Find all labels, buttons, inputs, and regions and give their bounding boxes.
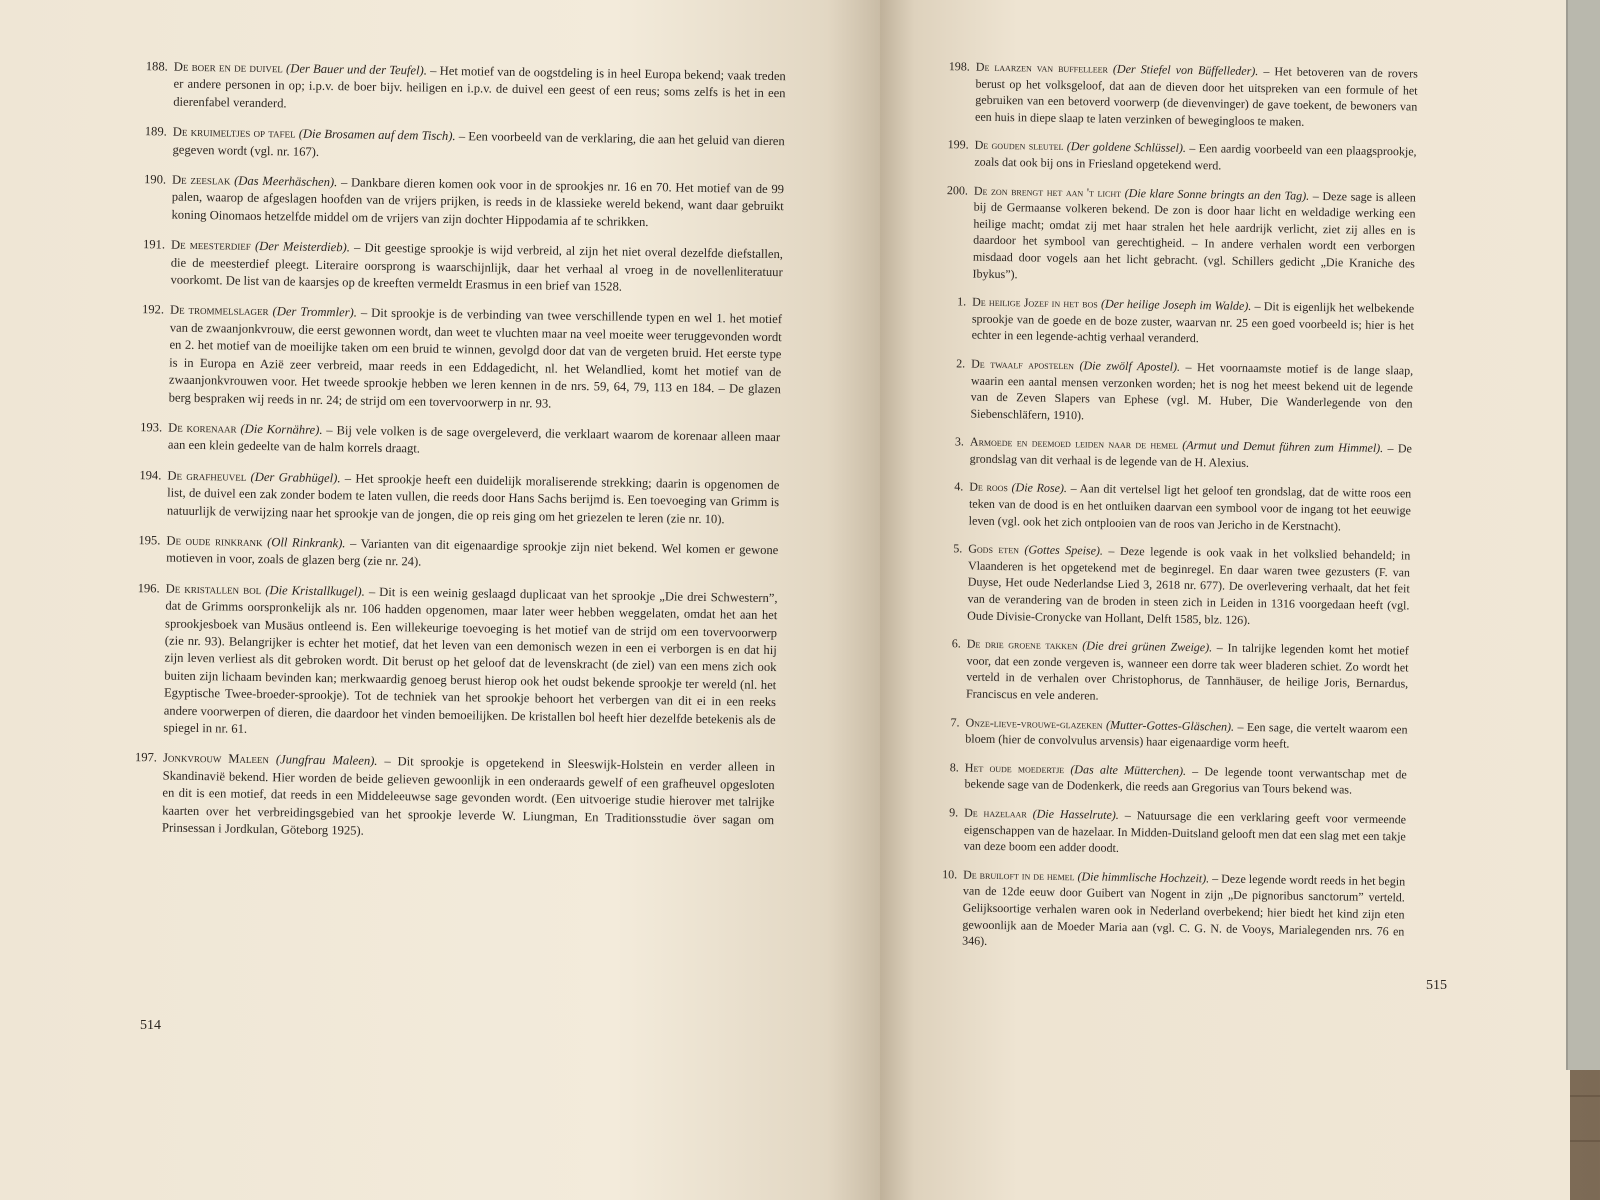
entry-body: – Varianten van dit eigenaardige sprookje zijn niet bekend. Wel komen er gewone motieven in voor, zoals de glazen berg (zie nr. 24). [166, 536, 779, 569]
entry-german-title: (Der heilige Joseph im Walde). [1100, 296, 1252, 314]
entry-german-title: (Die drei grünen Zweige). [1082, 638, 1213, 655]
entry [927, 714, 1407, 755]
entry [132, 236, 783, 298]
entry-body: – Aan dit vertelsel ligt het geloof ten grondslag, dat de witte roos een teken van de dood is en het ontluiken daarvan een symbool voor de ingang tot het eeuwige leven (vgl. ook het zich ontplooien van de roos van Jericho in de Kerstnacht). [968, 481, 1412, 534]
entry-body: – Deze legende wordt reeds in het begin van de 12de eeuw door Guibert van Nogent in zijn „De pignoribus sanctorum” verteld. Gelijksoortige verhalen waren ook in Nederland overbekend; hier biedt het kind zijn eten gewoonlijk aan de Moeder Maria aan (vgl. C. G. N. de Vooys, Marialegenden nrs. 76 en 346). [962, 871, 1406, 949]
entry-title: De oude rinkrank [166, 533, 263, 549]
entry-number: 8. [949, 760, 959, 775]
entry-number: 194. [139, 467, 162, 483]
entry-number: 7. [950, 714, 960, 730]
entry-number: 193. [140, 420, 163, 435]
entry-body: – De grondslag van dit verhaal is de legende van de H. Alexius. [969, 441, 1413, 470]
entry [924, 866, 1405, 956]
entry [928, 635, 1409, 709]
entry-title: De trommelslager [169, 303, 269, 319]
entry-german-title: (Der Stiefel von Büffelleder). [1112, 61, 1259, 79]
entry-number: 191. [142, 237, 166, 252]
entry-body: – Dit is een weinig geslaagd duplicaat van het sprookje „Die drei Schwestern”, dat de Grimms oorspronkelijk als nr. 106 hadden opgenomen, maar later weer hebben weggelaten, omdat het aan het sprookjesboek van Musäus ontleend is. Een willekeurige toevoeging is het motief van de strijd om een tovervoorwerp (zie nr. 93). Belangrijker is echter het motief, dat het leven van een demonisch wezen in een ei verborgen is en dat hij zijn leven verliest als dit gebroken wordt. Dit berust op het geloof dat de levenskracht (de ziel) van een mens zich ook buiten zijn lichaam bevinden kan; merkwaardig genoeg berust hierop ook het oudst bekende sprookje ter wereld (nl. het Egyptische Twee-broeder-sprookje). Tot de techniek van het sprookje behoort het verbergen van dit ei in een reeks andere voorwerpen of dieren, die daardoor het vinden bemoeilijken. De kristallen bol heeft hier dezelfde betekenis als de spiegel in nr. 61. [163, 584, 778, 736]
entry-german-title: (Jungfrau Maleen). [275, 752, 378, 769]
entry-text [963, 804, 1406, 861]
entry-text [167, 467, 780, 529]
entry-body: – Dit sprookje is opgetekend in Sleeswijk-Holstein en verder alleen in Skandinavië bekend. Hier worden de beide gelieven gewoonlijk in een onderaards gewelf of een grafheuvel opgesloten en dit is een motief, dat reeds in een Middeleeuwse sage gevonden wordt. (Een uitvoerige studie hierover met talrijke kaarten over het verbreidingsgebied van het sprookje leverde W. Liungman, En Traditionsstudie över sagan om Prinsessan i Jordkulan, Göteborg 1925). [161, 754, 776, 838]
entry [929, 540, 1410, 630]
entry-text [969, 479, 1412, 536]
entry-german-title: (Gottes Speise). [1024, 542, 1104, 558]
entry [129, 467, 780, 529]
left-entries [124, 58, 786, 860]
book-cover-edge [1566, 0, 1600, 1070]
entry-title: De bruiloft in de hemel [963, 867, 1075, 883]
entry-title: Armoede en deemoed leiden naar de hemel [969, 434, 1179, 453]
entry-german-title: (Die himmlische Hochzeit). [1077, 869, 1210, 886]
entry-number: 189. [144, 124, 167, 139]
entry-title: Onze-lieve-vrouwe-glazeken [965, 715, 1103, 732]
entry-german-title: (Die Kornähre). [240, 421, 323, 437]
entry [932, 355, 1413, 429]
entry [931, 478, 1412, 535]
entry-german-title: (Armut und Demut führen zum Himmel). [1182, 438, 1384, 456]
entry-title: De twaalf apostelen [971, 356, 1075, 373]
entry-number: 196. [137, 580, 160, 596]
page-number-left: 514 [140, 1018, 161, 1033]
entry-text [970, 355, 1413, 428]
entry-text [965, 714, 1407, 754]
entry-text [169, 302, 783, 416]
entry-german-title: (Der Bauer und der Teufel). [285, 61, 428, 78]
entry-body: – Dit sprookje is de verbinding van twee verschillende typen en wel 1. het motief van de zwaanjonkvrouw, die eerst gewonnen wordt, dan weet te vluchten maar na veel moeite weer teruggevonden wordt en 2. het motief van de moeilijke taken om een bruid te winnen, gevolgd door dat van de vergeten bruid. Het eerste type is in Europa en Azië zeer verbreid, maar reeds in een Eddagedicht, nl. het Welandlied, komt het motief van de zwaanjonkvrouwen voor. Het tweede sprookje hebben we leren kennen in de nrs. 59, 64, 79, 113 en 184. – De glazen berg bespraken wij reeds in nr. 24; de strijd om een tovervoorwerp in nr. 93. [168, 305, 783, 411]
entry-number: 10. [942, 866, 958, 882]
entry-body: – Een aardig voorbeeld van een plaagsprookje, zoals dat ook bij ons in Friesland opgetekend werd. [974, 141, 1417, 173]
entry [932, 433, 1412, 474]
entry-body: – Het betoveren van de rovers berust op het volksgeloof, dat aan de dieven door het uitspreken van een formule of het gebruiken van een betoverd voorwerp (de dievenvinger) de gave toekent, de bewoners van een huis in diepe slaap te laten verzinken of bewegingloos te maken. [974, 64, 1418, 129]
entry-text [171, 172, 784, 234]
entry-text [162, 750, 775, 847]
entry-body: – Deze sage is alleen bij de Germaanse volkeren bekend. De zon is door haar licht en weldadige werking een heilige macht; omdat zij met haar stralen het hele aardrijk verlicht, ziet zij alles en is daardoor het symbool van gerechtigheid. – In andere verhalen wordt een verborgen misdaad door vogels aan het licht gebracht. (vgl. Schillers gedicht „Die Kraniche des Ibykus”). [972, 188, 1416, 281]
entry-title: Gods eten [968, 541, 1020, 557]
entry-number: 195. [138, 533, 161, 548]
entry-body: – Het motief van de oogstdeling is in heel Europa bekend; vaak treden er andere personen in op; i.p.v. de boer bijv. heiligen en i.p.v. de duivel een geest of een reus; soms zelfs is het in een dierenfabel veranderd. [173, 63, 786, 111]
entry-text [972, 294, 1415, 351]
entry-number: 5. [953, 541, 963, 556]
entry [130, 419, 780, 464]
entry-text [966, 636, 1409, 709]
entry-title: De drie groene takken [966, 636, 1078, 653]
entry-body: – Bij vele volken is de sage overgeleverd, die verklaart waarom de korenaar alleen maar aan een klein gedeelte van de halm korrels draagt. [167, 422, 781, 456]
entry-body: – Een sage, die vertelt waarom een bloem (hier de convolvulus arvensis) haar eigenaardige vorm heeft. [965, 719, 1408, 751]
entry [133, 171, 784, 233]
entry [128, 532, 778, 577]
entry-body: – In talrijke legenden komt het motief voor, dat een zonde vergeven is, wanneer een dorre tak weer bladeren schiet. Zo wordt het verteld in de verhalen over Christophorus, de Tannhäuser, de heilige Joris, Bernardus, Franciscus en vele anderen. [965, 640, 1409, 703]
entry [934, 182, 1416, 289]
entry-german-title: (Die zwölf Apostel). [1079, 358, 1181, 374]
right-page [880, 0, 1570, 1200]
right-entries [924, 58, 1418, 968]
entry-text [974, 137, 1416, 177]
entry [134, 123, 784, 168]
entry-text [962, 866, 1405, 956]
entry-number: 200. [946, 182, 969, 198]
entry-text [970, 434, 1412, 474]
entry-title: Jonkvrouw Maleen [162, 750, 270, 767]
entry-number: 2. [956, 356, 966, 371]
entry-number: 192. [141, 302, 165, 317]
page-number-right: 515 [1426, 978, 1447, 993]
entry-text [975, 59, 1418, 132]
entry [926, 804, 1407, 861]
entry [135, 58, 786, 120]
entry-number: 188. [145, 59, 168, 74]
entry [936, 136, 1416, 177]
entry [934, 293, 1415, 350]
entry-title: De kruimeltjes op tafel [172, 124, 296, 141]
entry-title: De roos [969, 480, 1008, 495]
entry-body: – Een voorbeeld van de verklaring, die aan het geluid van dieren gegeven wordt (vgl. nr. 167). [172, 129, 785, 159]
entry-text [173, 59, 786, 121]
entry [131, 301, 783, 416]
entry-german-title: (Mutter-Gottes-Gläschen). [1105, 717, 1235, 734]
entry-number: 6. [951, 636, 961, 651]
entry-body: – Het voornaamste motief is de lange slaap, waarin een aantal mensen verzonken worden; het is nog het meest bekend uit de legende van de Zeven Slapers van Ephese (vgl. M. Huber, Die Wanderlegende von den Siebenschläfern, 1910). [970, 359, 1414, 423]
entry-body: – De legende toont verwantschap met de bekende sage van de Dodenkerk, die reeds aan Gregorius van Tours bekend was. [964, 763, 1407, 797]
entry-title: De meesterdief [170, 237, 251, 254]
entry-german-title: (Das alte Mütterchen). [1070, 761, 1187, 778]
entry-german-title: (Der Grabhügel). [250, 469, 341, 485]
entry-title: De gouden sleutel [974, 137, 1064, 154]
entry-text [170, 237, 783, 299]
entry-title: De grafheuvel [167, 468, 247, 484]
entry [125, 580, 777, 747]
entry-number: 1. [957, 294, 967, 309]
entry-title: De laarzen van buffelleer [975, 59, 1109, 76]
entry-text [972, 182, 1416, 288]
entry-text [166, 532, 778, 576]
entry-german-title: (Der Trommler). [272, 304, 358, 320]
entry [124, 749, 775, 846]
entry-german-title: (Oll Rinkrank). [267, 535, 346, 551]
entry-german-title: (Die Hasselrute). [1032, 806, 1119, 822]
entry-number: 3. [954, 434, 965, 449]
entry-body: – Dit geestige sprookje is wijd verbreid, al zijn het niet overal dezelfde diefstallen, die de meesterdief pleegt. Literaire oorsprong is waarschijnlijk, daar het verhaal al vroeg in de novellenliteratuur voorkomt. De list van de kaarsjes op de kreeften vermeldt Erasmus in een brief van 1528. [170, 240, 784, 294]
entry-german-title: (Das Meerhäschen). [234, 173, 338, 190]
entry-german-title: (Die Brosamen auf dem Tisch). [298, 126, 456, 144]
entry-text [163, 580, 777, 746]
entry-number: 199. [947, 137, 969, 152]
entry-text [967, 541, 1410, 631]
entry-german-title: (Die Kristallkugel). [265, 582, 365, 599]
entry-title: Het oude moedertje [964, 760, 1065, 776]
entry-text [172, 124, 784, 168]
entry-text [168, 419, 780, 463]
entry-body: – Het sprookje heeft een duidelijk moraliserende strekking; daarin is opgenomen de list, de duivel een zak zonder bodem te laten vullen, die reeds door Hans Sachs berijmd is. Een toevoeging van Grimm is natuurlijk de verwijzing naar het sprookje van de jongen, die op reis ging om het griezelen te leren (zie nr. 10). [166, 470, 780, 526]
entry-german-title: (Der goldene Schlüssel). [1066, 139, 1187, 156]
entry-title: De boer en de duivel [173, 59, 283, 76]
entry-body: – Natuursage die een verklaring geeft voor vermeende eigenschappen van de hazelaar. In Midden-Duitsland gelooft men dat een slag met een takje van deze boom een adder doodt. [963, 807, 1407, 856]
entry-title: De heilige Jozef in het bos [972, 294, 1098, 311]
entry-german-title: (Der Meisterdieb). [254, 239, 351, 255]
entry-number: 9. [949, 805, 959, 820]
entry-number: 4. [954, 479, 964, 494]
entry-title: De hazelaar [964, 805, 1027, 821]
entry [937, 58, 1418, 132]
entry-body: – Deze legende is ook vaak in het volkslied behandeld; in Vlaanderen is het opgetekend met de beginregel. En daar waren twee gezusters (F. van Duyse, Het oude Nederlandse Lied 3, 2618 nr. 677). De overlevering verhaalt, dat het feit van de verandering van de broden in steen zich in Leiden in 1316 voorgedaan heeft (vgl. Oude Divisie-Cronycke van Hollant, Delft 1585, blz. 126). [967, 543, 1411, 627]
entry-title: De korenaar [168, 420, 237, 436]
entry-body: – Dit is eigenlijk het welbekende sprookje van de goede en de boze zuster, waarvan nr. 25 een goed voorbeeld is; hier is het echter in een legende-achtig verhaal veranderd. [971, 299, 1415, 346]
entry-title: De zon brengt het aan 't licht [973, 183, 1122, 200]
entry-number: 190. [143, 172, 167, 187]
entry-title: De kristallen bol [165, 581, 262, 597]
entry-title: De zeeslak [171, 172, 231, 188]
entry [926, 759, 1406, 800]
entry-body: – Dankbare dieren komen ook voor in de sprookjes nr. 16 en 70. Het motief van de 99 palen, waarop de afgeslagen hoofden van de vrijers prijken, is reeds in de klassieke wereld bekend, want daar gebruikt koning Oinomaos hetzelfde middel om de vrijers van zijn dochter Hippodamia af te schrikken. [171, 175, 785, 229]
entry-german-title: (Die klare Sonne bringts an den Tag). [1124, 185, 1310, 203]
entry-number: 198. [948, 59, 970, 74]
entry-text [964, 759, 1406, 799]
entry-german-title: (Die Rose). [1011, 480, 1068, 496]
entry-number: 197. [134, 750, 158, 765]
